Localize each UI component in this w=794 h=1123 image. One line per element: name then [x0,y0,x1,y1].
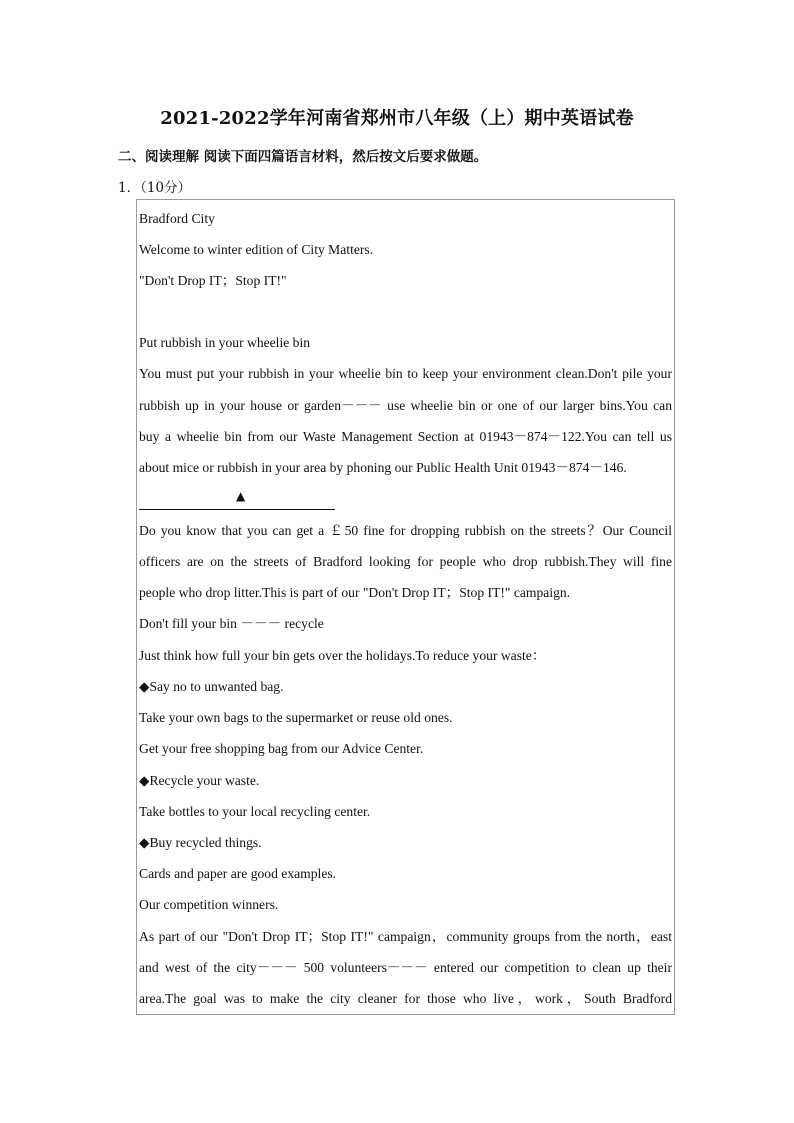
passage-line: Take your own bags to the supermarket or reuse old ones. [139,710,453,725]
passage-line: people who drop litter.This is part of our "Don't Drop IT；Stop IT!" campaign. [139,585,571,600]
question-number: 1．（10分） [118,180,192,196]
passage-box [136,199,675,1015]
triangle-marker-icon: ▲ [236,489,246,503]
passage-line: ◆Say no to unwanted bag. [139,679,284,694]
passage-line: Take bottles to your local recycling center. [139,804,371,819]
passage-line: As part of our "Don't Drop IT；Stop IT!" campaign，community groups from the north，east [139,929,672,944]
passage-line: about mice or rubbish in your area by phoning our Public Health Unit 01943－874－146. [139,460,627,475]
section-heading: 二、阅读理解 阅读下面四篇语言材料，然后按文后要求做题。 [118,149,488,165]
passage-line: Cards and paper are good examples. [139,866,337,881]
passage-line: buy a wheelie bin from our Waste Management Section at 01943－874－122.You can tell us [139,429,672,444]
passage-line: You must put your rubbish in your wheelie bin to keep your environment clean.Don't pile your [139,366,672,381]
passage-line: Welcome to winter edition of City Matters. [139,242,374,257]
passage-line: Our competition winners. [139,897,279,912]
passage-line: Don't fill your bin －－－ recycle [139,616,324,631]
passage-line: Put rubbish in your wheelie bin [139,335,311,350]
passage-line: Get your free shopping bag from our Advice Center. [139,741,424,756]
passage-line: officers are on the streets of Bradford looking for people who drop rubbish.They will fine [139,554,672,569]
passage-line: ◆Recycle your waste. [139,773,260,788]
passage-line: "Don't Drop IT；Stop IT!" [139,273,287,288]
passage-line: Just think how full your bin gets over the holidays.To reduce your waste： [139,648,546,663]
passage-line: and west of the city－－－ 500 volunteers－－－ entered our competition to clean up their [139,960,672,975]
passage-line: rubbish up in your house or garden－－－ use wheelie bin or one of our larger bins.You can [139,398,672,413]
passage-line: ◆Buy recycled things. [139,835,262,850]
passage-line: area.The goal was to make the city cleaner for those who live，work，South Bradford [139,991,672,1006]
page-title: 2021-2022学年河南省郑州市八年级（上）期中英语试卷 [160,108,634,129]
passage-line: Do you know that you can get a ￡50 fine for dropping rubbish on the streets？Our Council [139,523,672,538]
passage-line: Bradford City [139,211,215,226]
